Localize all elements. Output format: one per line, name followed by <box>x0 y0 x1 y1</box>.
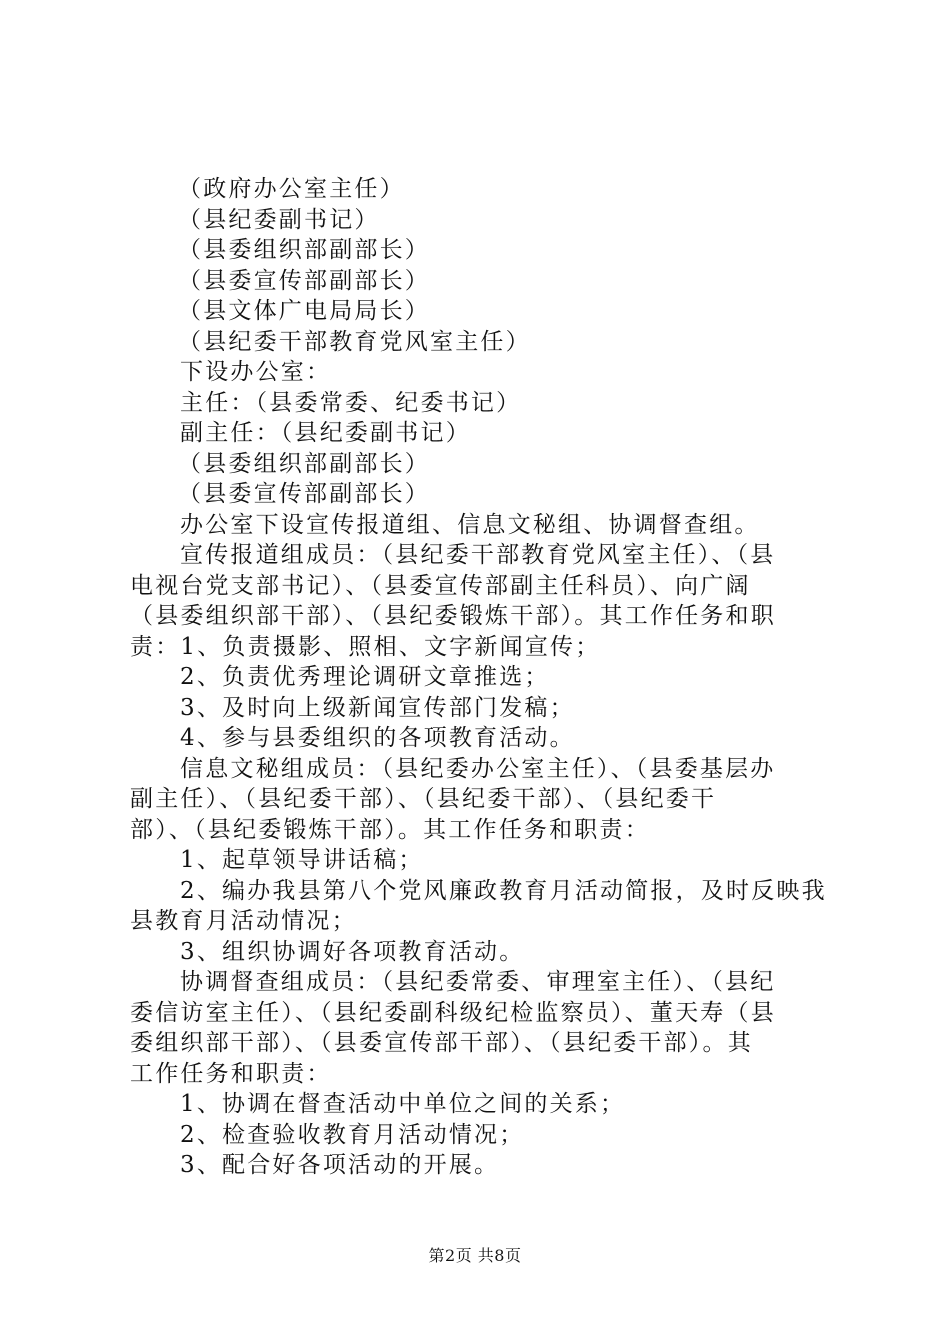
text-line: 县教育月活动情况； <box>130 908 357 934</box>
text-line: 协调督查组成员：（县纪委常委、审理室主任）、（县纪 <box>180 969 776 995</box>
text-line: 4、参与县委组织的各项教育活动。 <box>180 725 575 751</box>
text-line: 部）、（县纪委锻炼干部）。其工作任务和职责： <box>130 816 650 843</box>
text-line: 工作任务和职责： <box>130 1060 332 1087</box>
text-line: 办公室下设宣传报道组、信息文秘组、协调督查组。 <box>180 511 760 538</box>
text-line: 3、组织协调好各项教育活动。 <box>180 938 525 965</box>
text-line: 责：1、负责摄影、照相、文字新闻宣传； <box>130 633 601 660</box>
text-line: 主任：（县委常委、纪委书记） <box>180 389 522 416</box>
text-line: 委信访室主任）、（县纪委副科级纪检监察员）、董天寿（县 <box>130 999 776 1026</box>
text-line: （县委组织部副部长） <box>178 237 430 263</box>
document-body <box>130 174 830 1181</box>
text-line: （县纪委副书记） <box>178 206 380 233</box>
text-line: 宣传报道组成员：（县纪委干部教育党风室主任）、（县 <box>180 542 776 568</box>
text-line: （县委宣传部副部长） <box>178 481 430 507</box>
text-line: 副主任：（县纪委副书记） <box>180 420 471 446</box>
text-line: 信息文秘组成员：（县纪委办公室主任）、（县委基层办 <box>180 755 776 782</box>
text-line: 委组织部干部）、（县委宣传部干部）、（县纪委干部）。其 <box>130 1030 753 1056</box>
text-line: 副主任）、（县纪委干部）、（县纪委干部）、（县纪委干 <box>130 786 717 812</box>
text-line: 1、起草领导讲话稿； <box>180 847 424 873</box>
text-line: （县委组织部副部长） <box>178 450 430 477</box>
page-footer: 第2页 共8页 <box>428 1246 522 1265</box>
text-line: （政府办公室主任） <box>178 176 405 202</box>
text-line: （县委组织部干部）、（县纪委锻炼干部）。其工作任务和职 <box>130 603 776 629</box>
text-line: 2、负责优秀理论调研文章推选； <box>180 664 550 690</box>
text-line: 电视台党支部书记）、（县委宣传部副主任科员）、向广阔 <box>130 572 751 599</box>
text-line: 2、检查验收教育月活动情况； <box>180 1121 525 1148</box>
text-line: 2、编办我县第八个党风廉政教育月活动简报，及时反映我 <box>180 877 827 904</box>
text-line: （县文体广电局局长） <box>178 298 430 324</box>
text-line: 3、配合好各项活动的开展。 <box>180 1152 500 1178</box>
text-line: 1、协调在督查活动中单位之间的关系； <box>180 1091 626 1117</box>
text-line: （县委宣传部副部长） <box>178 267 430 294</box>
text-line: 3、及时向上级新闻宣传部门发稿； <box>180 694 575 721</box>
text-line: 下设办公室： <box>180 359 332 385</box>
text-line: （县纪委干部教育党风室主任） <box>178 328 531 355</box>
